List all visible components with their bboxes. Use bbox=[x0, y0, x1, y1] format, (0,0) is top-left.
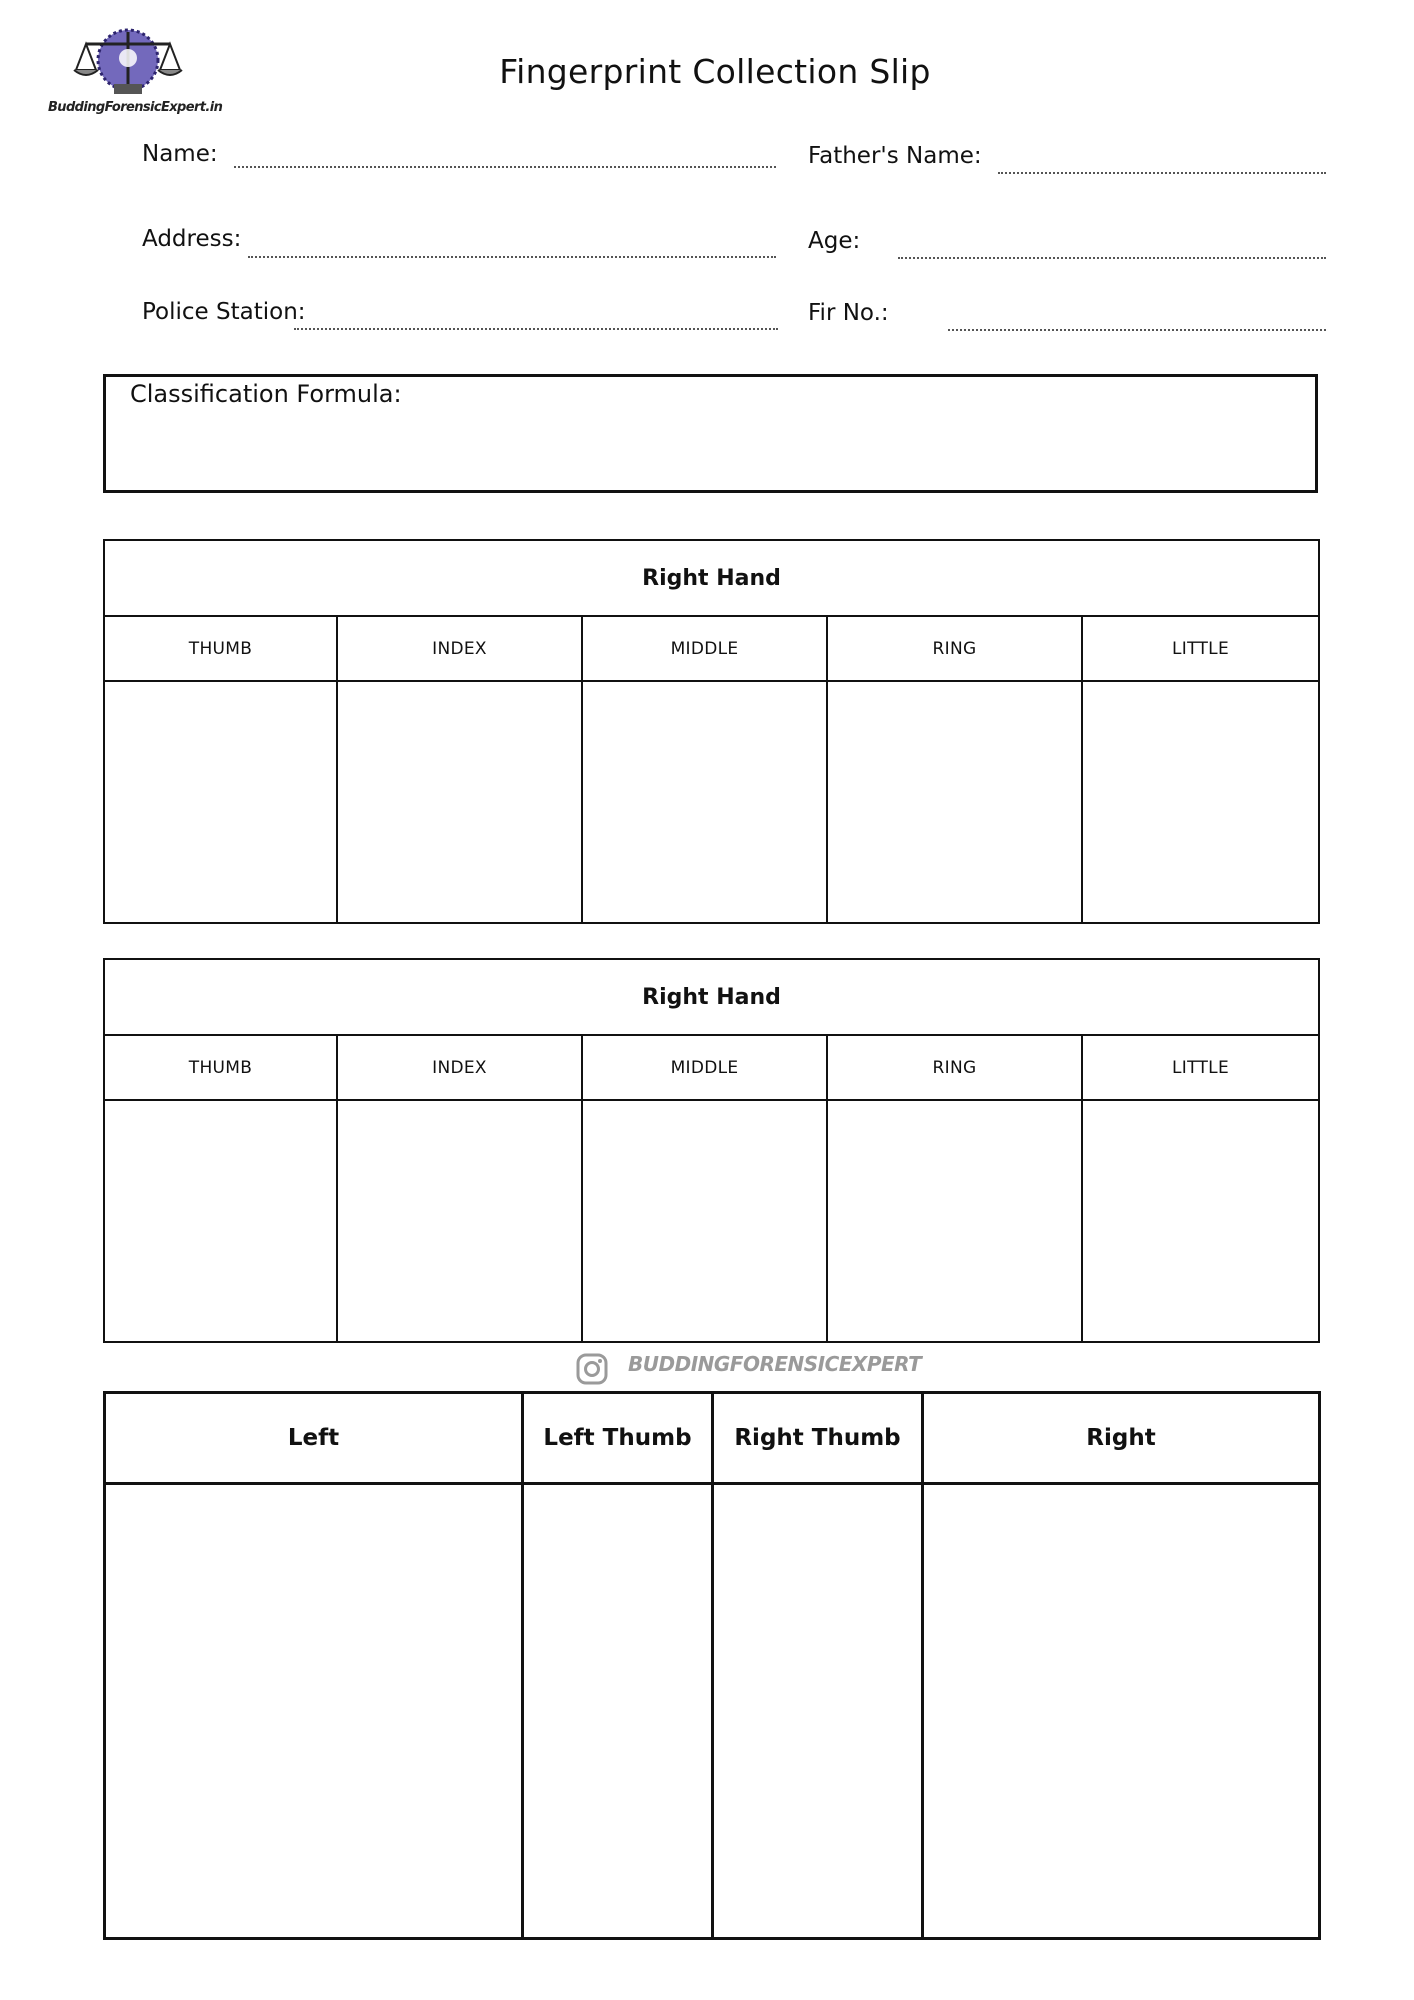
print-cell-middle[interactable] bbox=[582, 681, 827, 923]
column-header-right-thumb: Right Thumb bbox=[713, 1393, 923, 1484]
print-cell-ring[interactable] bbox=[827, 681, 1082, 923]
page-title: Fingerprint Collection Slip bbox=[499, 52, 931, 91]
fir-no-field[interactable] bbox=[948, 329, 1326, 331]
print-cell-little[interactable] bbox=[1082, 681, 1319, 923]
watermark-text: BUDDINGFORENSICEXPERT bbox=[628, 1352, 922, 1376]
column-header-left-thumb: Left Thumb bbox=[523, 1393, 713, 1484]
scales-of-justice-icon bbox=[48, 22, 208, 102]
right-hand-table-1 bbox=[103, 539, 1320, 924]
finger-label-thumb: THUMB bbox=[104, 616, 337, 681]
plain-cell-right[interactable] bbox=[923, 1484, 1320, 1939]
name-label: Name: bbox=[142, 141, 218, 167]
age-field[interactable] bbox=[898, 257, 1326, 259]
police-station-label: Police Station: bbox=[142, 299, 306, 325]
plain-cell-left[interactable] bbox=[105, 1484, 523, 1939]
finger-label-ring: RING bbox=[827, 616, 1082, 681]
finger-label-thumb: THUMB bbox=[104, 1035, 337, 1100]
instagram-icon bbox=[575, 1352, 609, 1386]
police-station-field[interactable] bbox=[294, 328, 778, 330]
hand-table-title: Right Hand bbox=[104, 540, 1319, 616]
classification-formula-label: Classification Formula: bbox=[130, 380, 402, 408]
plain-impressions-table bbox=[103, 1391, 1321, 1940]
column-header-left: Left bbox=[105, 1393, 523, 1484]
name-field[interactable] bbox=[234, 166, 776, 168]
fathers-name-label: Father's Name: bbox=[808, 143, 982, 169]
logo-caption: BuddingForensicExpert.in bbox=[48, 100, 223, 115]
logo bbox=[48, 22, 223, 122]
finger-label-little: LITTLE bbox=[1082, 1035, 1319, 1100]
column-header-right: Right bbox=[923, 1393, 1320, 1484]
print-cell-thumb[interactable] bbox=[104, 1100, 337, 1342]
print-cell-ring[interactable] bbox=[827, 1100, 1082, 1342]
print-cell-middle[interactable] bbox=[582, 1100, 827, 1342]
print-cell-little[interactable] bbox=[1082, 1100, 1319, 1342]
address-field[interactable] bbox=[248, 256, 776, 258]
fir-no-label: Fir No.: bbox=[808, 300, 889, 326]
hand-table-title: Right Hand bbox=[104, 959, 1319, 1035]
finger-label-index: INDEX bbox=[337, 1035, 582, 1100]
print-cell-index[interactable] bbox=[337, 681, 582, 923]
finger-label-index: INDEX bbox=[337, 616, 582, 681]
right-hand-table-2 bbox=[103, 958, 1320, 1343]
finger-label-ring: RING bbox=[827, 1035, 1082, 1100]
age-label: Age: bbox=[808, 228, 861, 254]
finger-label-middle: MIDDLE bbox=[582, 1035, 827, 1100]
plain-cell-left-thumb[interactable] bbox=[523, 1484, 713, 1939]
print-cell-thumb[interactable] bbox=[104, 681, 337, 923]
address-label: Address: bbox=[142, 226, 242, 252]
finger-label-little: LITTLE bbox=[1082, 616, 1319, 681]
fathers-name-field[interactable] bbox=[998, 172, 1326, 174]
print-cell-index[interactable] bbox=[337, 1100, 582, 1342]
finger-label-middle: MIDDLE bbox=[582, 616, 827, 681]
plain-cell-right-thumb[interactable] bbox=[713, 1484, 923, 1939]
